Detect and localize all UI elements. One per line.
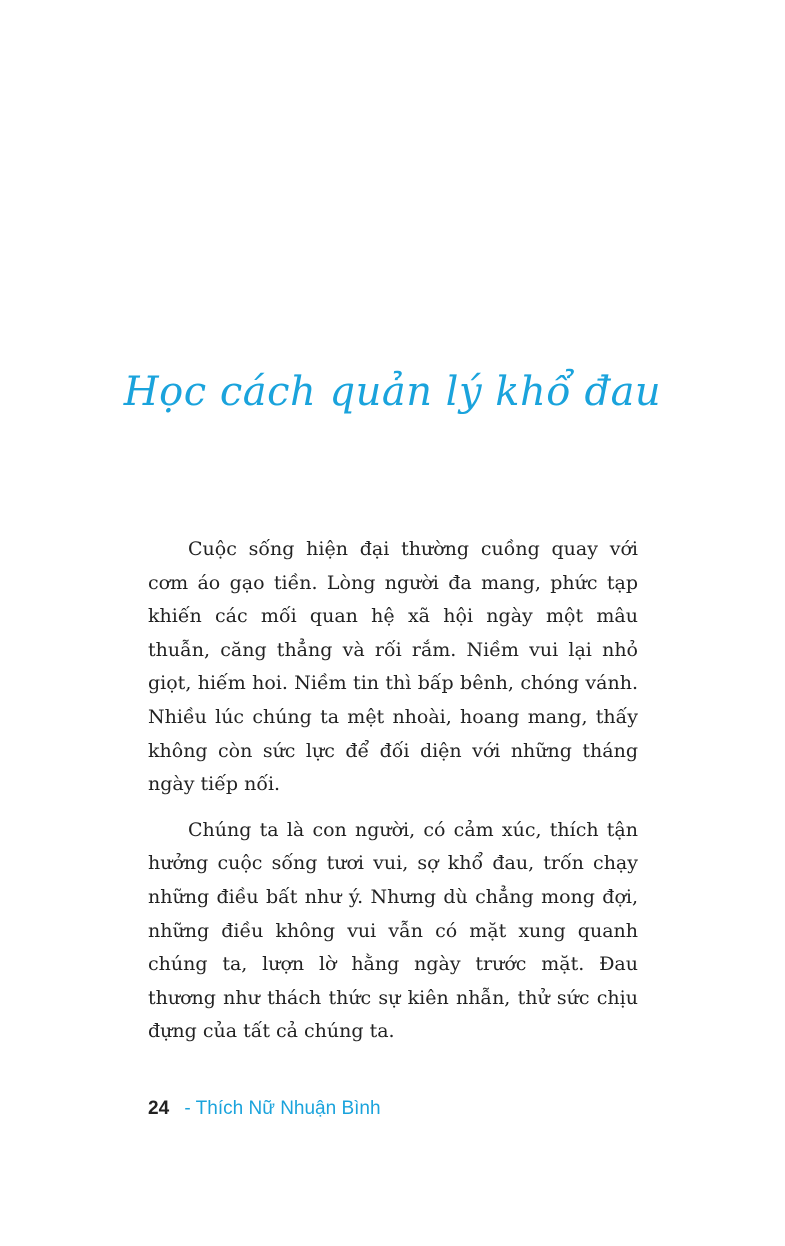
paragraph-1: Cuộc sống hiện đại thường cuồng quay với cơm áo gạo tiền. Lòng người đa mang, phức tạp khiến các mối quan hệ xã hội ngày một mâu thuẫn, căng thẳng và rối rắm. Niềm vui lại nhỏ giọt, hiếm hoi. Niềm tin thì bấp bênh, chóng vánh. Nhiều lúc chúng ta mệt nhoài, hoang mang, thấy không còn sức lực để đối diện với những tháng ngày tiếp nối. xyxy=(148,538,638,796)
running-footer-author: - Thích Nữ Nhuận Bình xyxy=(184,1098,381,1119)
page-footer xyxy=(148,1095,381,1123)
paragraph-2: Chúng ta là con người, có cảm xúc, thích tận hưởng cuộc sống tươi vui, sợ khổ đau, trốn chạy những điều bất như ý. Nhưng dù chẳng mong đợi, những điều không vui vẫn có mặt xung quanh chúng ta, lượn lờ hằng ngày trước mặt. Đau thương như thách thức sự kiên nhẫn, thử sức chịu đựng của tất cả chúng ta. xyxy=(148,818,638,1043)
body-text xyxy=(148,533,638,1061)
page-number: 24 xyxy=(148,1098,170,1119)
chapter-title: Học cách quản lý khổ đau xyxy=(123,369,662,415)
